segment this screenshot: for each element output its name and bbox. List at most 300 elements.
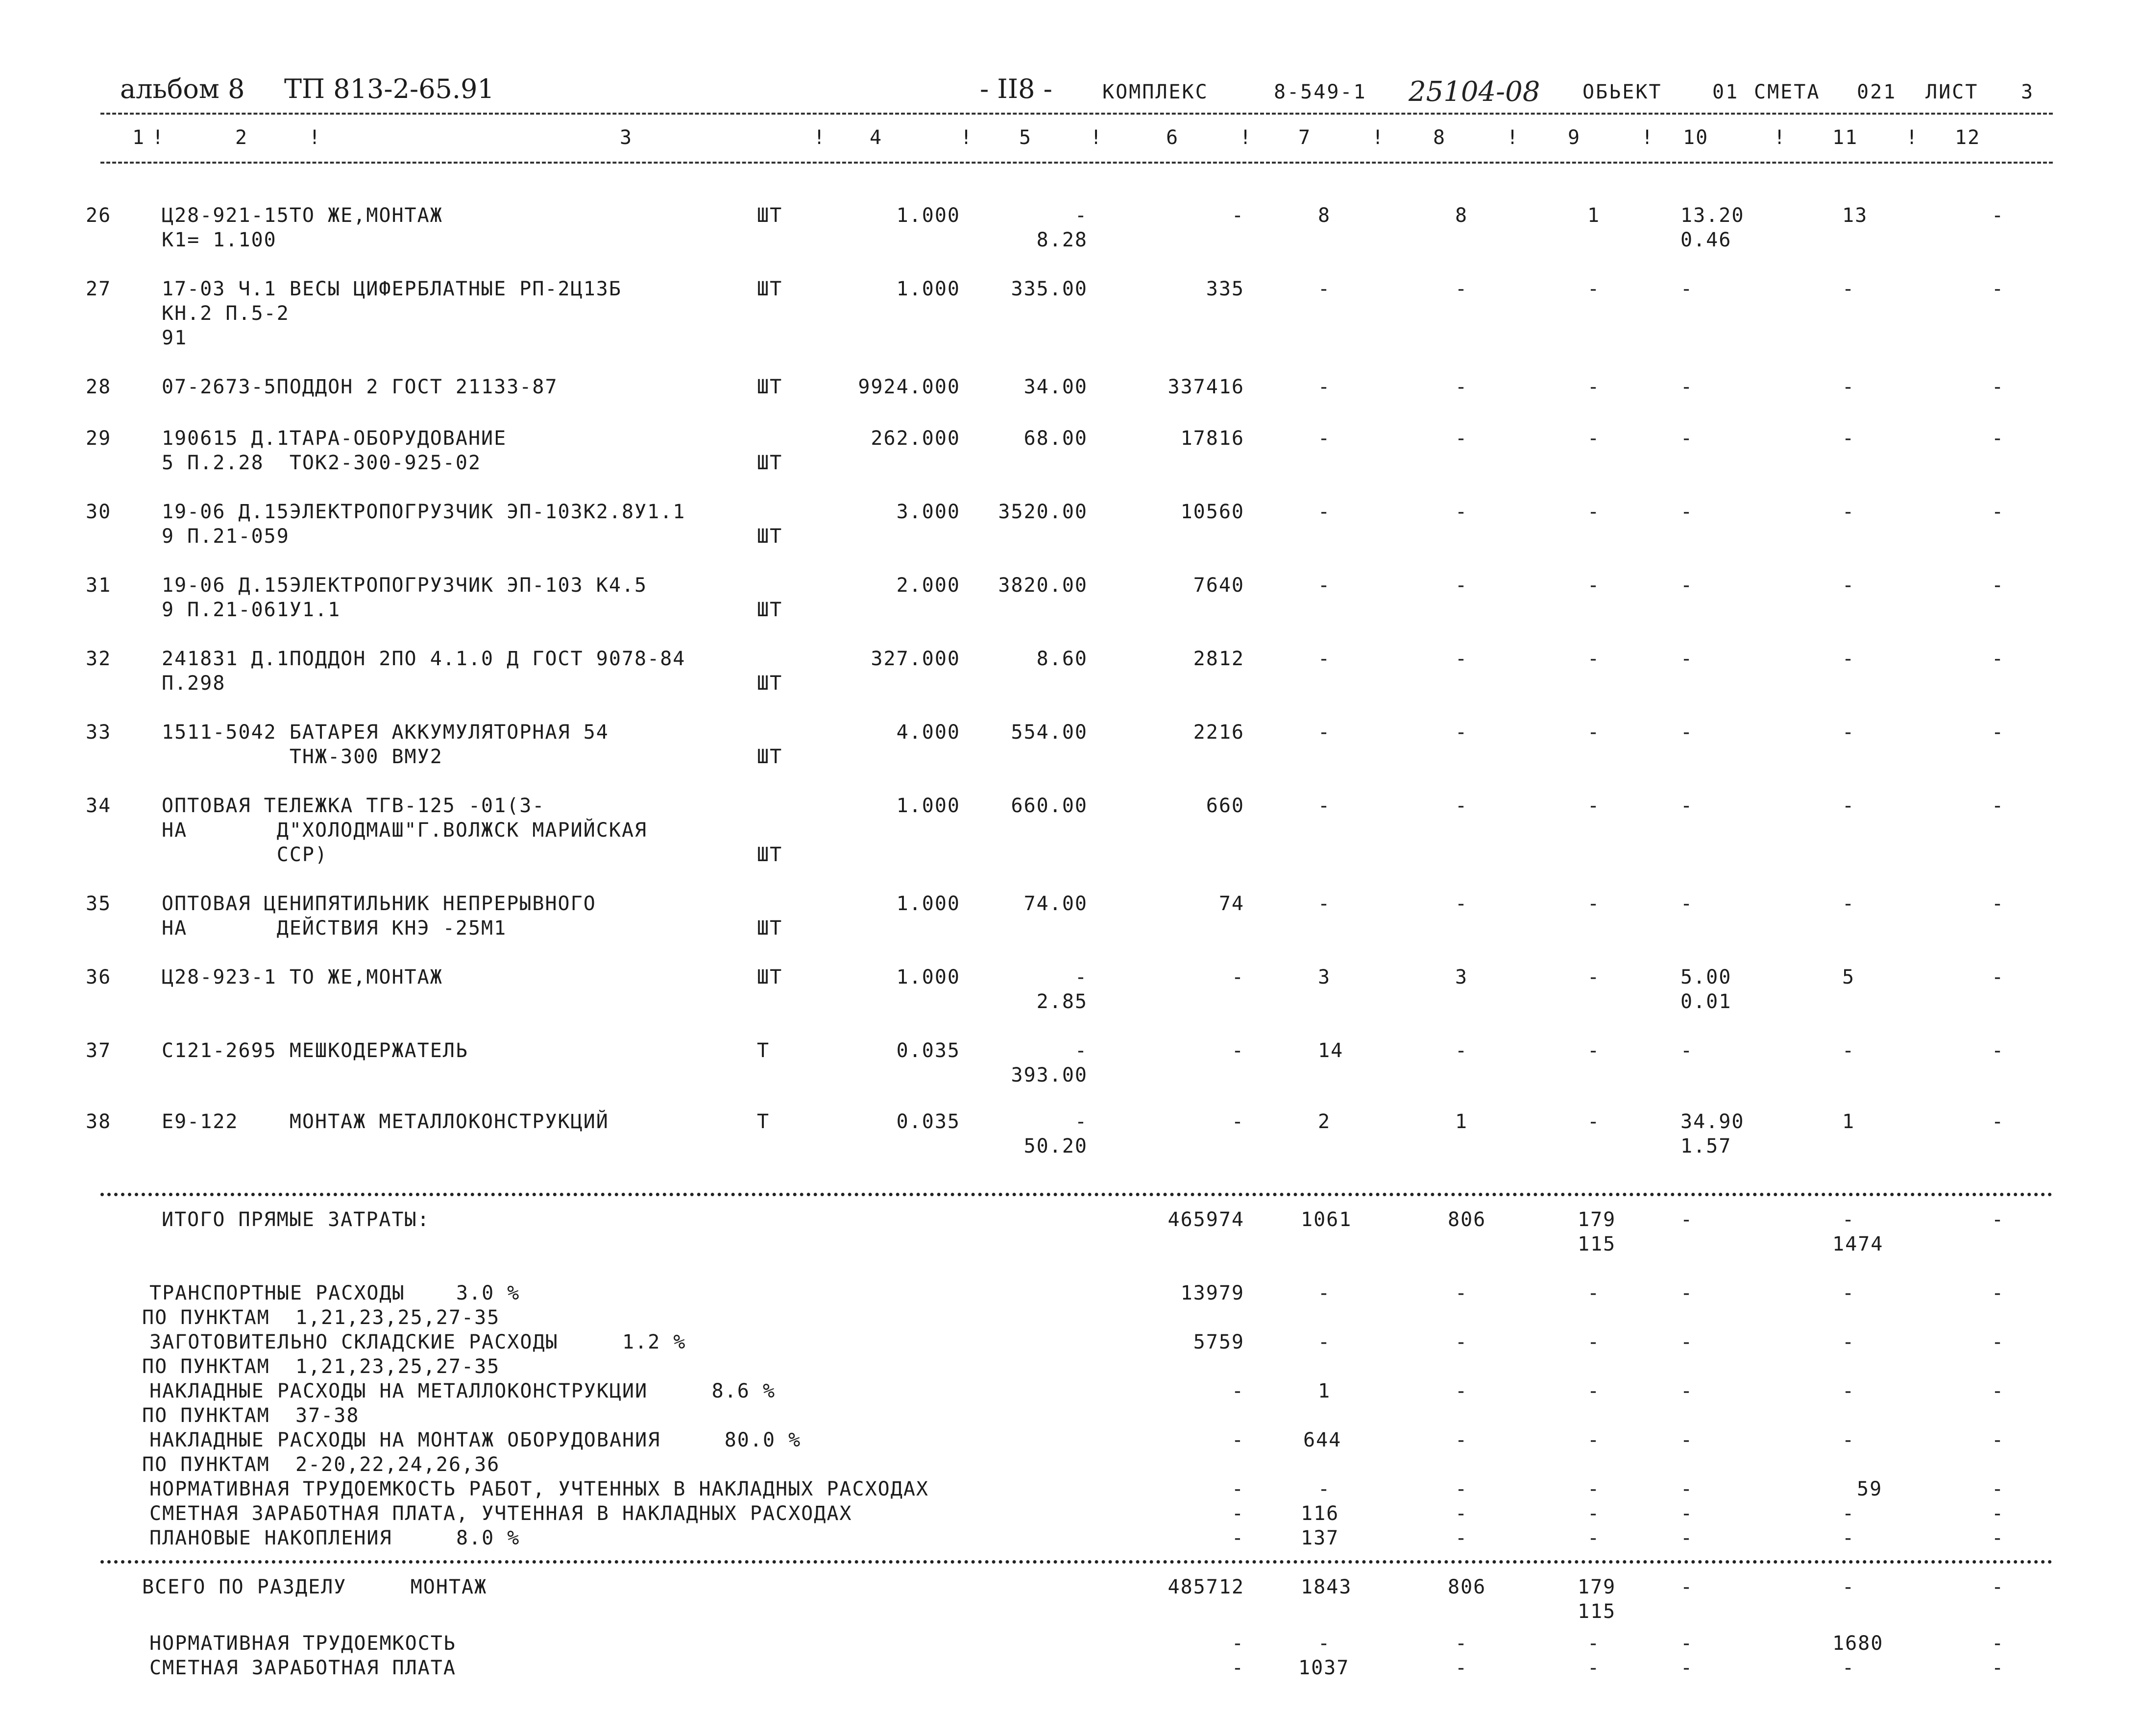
col-num: 2 <box>235 126 248 149</box>
row-unit: ШТ <box>757 452 783 474</box>
row-c11: - <box>1842 376 1855 398</box>
zp-c8: - <box>1455 1657 1468 1679</box>
summary-c6: - <box>1231 1380 1244 1402</box>
summary-extra-c9: - <box>1587 1478 1601 1500</box>
summary-extra-c12: - <box>1992 1527 2005 1549</box>
zp-c9: - <box>1587 1657 1601 1679</box>
table-row <box>0 500 2141 568</box>
row-c8: - <box>1455 501 1468 523</box>
norm-c7: - <box>1318 1632 1331 1655</box>
row-code: 190615 Д.1ТАРА-ОБОРУДОВАНИЕ <box>162 427 507 450</box>
row-c12: - <box>1992 427 2005 450</box>
row-total: 74 <box>1218 892 1244 915</box>
col-num: 8 <box>1433 126 1446 149</box>
row-code-line2: 5 П.2.28 ТОК2-300-925-02 <box>162 452 482 474</box>
row-c8: - <box>1455 795 1468 817</box>
row-c8: - <box>1455 892 1468 915</box>
row-price: 660.00 <box>1011 795 1088 817</box>
row-price: 554.00 <box>1011 721 1088 744</box>
row-c9: - <box>1587 376 1601 398</box>
row-c7: - <box>1318 892 1331 915</box>
row-c10: 34.90 <box>1680 1110 1745 1133</box>
row-c10: 5.00 <box>1680 966 1732 989</box>
row-unit: ШТ <box>757 966 783 989</box>
row-c8: - <box>1455 721 1468 744</box>
row-c8: - <box>1455 376 1468 398</box>
row-c11: - <box>1842 427 1855 450</box>
summary-c7: 1 <box>1318 1380 1331 1402</box>
row-price: 3520.00 <box>998 501 1088 523</box>
row-unit: ШТ <box>757 278 783 300</box>
row-code-line2: КН.2 П.5-2 <box>162 302 290 325</box>
row-price-work: 50.20 <box>1023 1135 1088 1157</box>
summary-extra-label: СМЕТНАЯ ЗАРАБОТНАЯ ПЛАТА, УЧТЕННАЯ В НАКЛАДНЫХ РАСХОДАХ <box>149 1502 852 1525</box>
row-c11: - <box>1842 892 1855 915</box>
summary-c7: - <box>1318 1331 1331 1353</box>
row-c10: 13.20 <box>1680 204 1745 227</box>
row-qty: 1.000 <box>896 892 960 915</box>
row-code: 241831 Д.1ПОДДОН 2ПО 4.1.0 Д ГОСТ 9078-84 <box>162 648 686 670</box>
itogo-c9: 179 <box>1578 1208 1616 1231</box>
row-c10: - <box>1680 501 1694 523</box>
row-unit: ШТ <box>757 204 783 227</box>
table-row <box>0 720 2141 789</box>
row-total: 7640 <box>1193 574 1244 597</box>
summary-extra-c10: - <box>1680 1502 1694 1525</box>
summary-extra-c7: - <box>1318 1478 1331 1500</box>
row-number: 37 <box>86 1039 112 1062</box>
row-c12: - <box>1992 278 2005 300</box>
sheet-label: ЛИСТ <box>1925 81 1979 103</box>
summary-points: ПО ПУНКТАМ 1,21,23,25,27-35 <box>142 1306 500 1329</box>
row-qty: 4.000 <box>896 721 960 744</box>
summary-c9: - <box>1587 1380 1601 1402</box>
row-c9: 1 <box>1587 204 1601 227</box>
row-qty: 9924.000 <box>858 376 960 398</box>
row-c12: - <box>1992 1039 2005 1062</box>
col-num: 6 <box>1166 126 1179 149</box>
summary-extra-c7: 116 <box>1301 1502 1339 1525</box>
row-c9: - <box>1587 278 1601 300</box>
summary-extra-c7: 137 <box>1301 1527 1339 1549</box>
row-c8: - <box>1455 648 1468 670</box>
estimate-number: 021 <box>1857 81 1897 103</box>
summary-extra-c6: - <box>1231 1527 1244 1549</box>
row-code: Ц28-921-15ТО ЖЕ,МОНТАЖ <box>162 204 443 227</box>
itogo-label: ИТОГО ПРЯМЫЕ ЗАТРАТЫ: <box>162 1208 430 1231</box>
row-number: 30 <box>86 501 112 523</box>
summary-extra-c6: - <box>1231 1502 1244 1525</box>
row-code-line2: ТНЖ-300 ВМУ2 <box>162 746 443 768</box>
summary-points: ПО ПУНКТАМ 37-38 <box>142 1404 360 1427</box>
row-c9: - <box>1587 721 1601 744</box>
row-qty: 0.035 <box>896 1039 960 1062</box>
row-number: 36 <box>86 966 112 989</box>
row-code-line3: 91 <box>162 327 188 349</box>
summary-label: НАКЛАДНЫЕ РАСХОДЫ НА МЕТАЛЛОКОНСТРУКЦИИ 8.6 % <box>149 1380 776 1402</box>
row-c10: - <box>1680 721 1694 744</box>
summary-c10: - <box>1680 1282 1694 1304</box>
row-c12: - <box>1992 574 2005 597</box>
row-total: - <box>1231 1110 1244 1133</box>
row-c9: - <box>1587 966 1601 989</box>
row-c9: - <box>1587 892 1601 915</box>
row-number: 38 <box>86 1110 112 1133</box>
row-price-work: 8.28 <box>1036 229 1088 251</box>
row-c10b: 0.01 <box>1680 990 1732 1013</box>
summary-c10: - <box>1680 1331 1694 1353</box>
row-unit: Т <box>757 1110 770 1133</box>
col-num: 9 <box>1568 126 1581 149</box>
summary-extra-c11: 59 <box>1857 1478 1883 1500</box>
summary-extra-c8: - <box>1455 1502 1468 1525</box>
row-c9: - <box>1587 1039 1601 1062</box>
row-qty: 1.000 <box>896 966 960 989</box>
row-c12: - <box>1992 795 2005 817</box>
zp-c6: - <box>1231 1657 1244 1679</box>
row-total: 660 <box>1206 795 1244 817</box>
row-c8: - <box>1455 278 1468 300</box>
itogo-c11: - <box>1842 1208 1855 1231</box>
summary-c6: 13979 <box>1180 1282 1244 1304</box>
handwritten-number: 25104-08 <box>1409 76 1540 108</box>
row-c12: - <box>1992 648 2005 670</box>
row-c10: - <box>1680 795 1694 817</box>
summary-points: ПО ПУНКТАМ 1,21,23,25,27-35 <box>142 1355 500 1378</box>
row-c7: - <box>1318 795 1331 817</box>
row-number: 32 <box>86 648 112 670</box>
row-price-work: 393.00 <box>1011 1064 1088 1086</box>
row-qty: 262.000 <box>871 427 960 450</box>
norm-c9: - <box>1587 1632 1601 1655</box>
itogo-c11b: 1474 <box>1832 1233 1884 1255</box>
summary-c11: - <box>1842 1282 1855 1304</box>
row-c7: - <box>1318 501 1331 523</box>
row-unit: ШТ <box>757 746 783 768</box>
row-c8: - <box>1455 427 1468 450</box>
row-code: ОПТОВАЯ ТЕЛЕЖКА ТГВ-125 -01(З- <box>162 795 545 817</box>
col-num: 12 <box>1955 126 1981 149</box>
itogo-c9b: 115 <box>1578 1233 1616 1255</box>
summary-c12: - <box>1992 1331 2005 1353</box>
dotted-separator <box>100 1193 2053 1196</box>
row-c12: - <box>1992 966 2005 989</box>
row-code: 1511-5042 БАТАРЕЯ АККУМУЛЯТОРНАЯ 54 <box>162 721 609 744</box>
row-qty: 327.000 <box>871 648 960 670</box>
row-number: 28 <box>86 376 112 398</box>
row-total: 2812 <box>1193 648 1244 670</box>
vsego-c7: 1843 <box>1301 1576 1352 1598</box>
summary-extra-c8: - <box>1455 1527 1468 1549</box>
row-c9: - <box>1587 648 1601 670</box>
row-c11: - <box>1842 721 1855 744</box>
summary-c6: 5759 <box>1193 1331 1244 1353</box>
summary-c10: - <box>1680 1380 1694 1402</box>
row-qty: 2.000 <box>896 574 960 597</box>
row-qty: 1.000 <box>896 204 960 227</box>
row-code-line2: 9 П.21-059 <box>162 525 290 548</box>
row-price: 68.00 <box>1023 427 1088 450</box>
row-total: 337416 <box>1168 376 1244 398</box>
row-c11: - <box>1842 1039 1855 1062</box>
row-c9: - <box>1587 1110 1601 1133</box>
header-rule-top <box>100 113 2053 115</box>
col-num: 10 <box>1683 126 1709 149</box>
row-c10: - <box>1680 892 1694 915</box>
row-c7: - <box>1318 427 1331 450</box>
itogo-c6: 465974 <box>1168 1208 1244 1231</box>
itogo-c7: 1061 <box>1301 1208 1352 1231</box>
row-code: 17-03 Ч.1 ВЕСЫ ЦИФЕРБЛАТНЫЕ РП-2Ц13Б <box>162 278 622 300</box>
row-c8: - <box>1455 1039 1468 1062</box>
row-total: - <box>1231 1039 1244 1062</box>
dotted-separator <box>100 1560 2053 1564</box>
row-code: 19-06 Д.15ЭЛЕКТРОПОГРУЗЧИК ЭП-103 К4.5 <box>162 574 648 597</box>
row-c7: 2 <box>1318 1110 1331 1133</box>
row-c7: 14 <box>1318 1039 1344 1062</box>
page-number: - II8 - <box>980 73 1052 104</box>
row-c7: 8 <box>1318 204 1331 227</box>
row-price: 3820.00 <box>998 574 1088 597</box>
row-c7: - <box>1318 278 1331 300</box>
sheet-number: 3 <box>2021 81 2035 103</box>
row-code: Ц28-923-1 ТО ЖЕ,МОНТАЖ <box>162 966 443 989</box>
summary-extra-c12: - <box>1992 1478 2005 1500</box>
zp-c12: - <box>1992 1657 2005 1679</box>
row-c9: - <box>1587 427 1601 450</box>
row-c11: - <box>1842 501 1855 523</box>
row-code-line2: НА Д"ХОЛОДМАШ"Г.ВОЛЖСК МАРИЙСКАЯ <box>162 819 648 842</box>
row-c10: - <box>1680 574 1694 597</box>
row-qty: 1.000 <box>896 795 960 817</box>
row-price: 34.00 <box>1023 376 1088 398</box>
row-price: - <box>1074 966 1088 989</box>
row-c11: 1 <box>1842 1110 1855 1133</box>
summary-extra-c8: - <box>1455 1478 1468 1500</box>
row-c7: - <box>1318 574 1331 597</box>
row-price: 335.00 <box>1011 278 1088 300</box>
norm-label: НОРМАТИВНАЯ ТРУДОЕМКОСТЬ <box>149 1632 456 1655</box>
summary-extra-label: ПЛАНОВЫЕ НАКОПЛЕНИЯ 8.0 % <box>149 1527 520 1549</box>
row-c8: 8 <box>1455 204 1468 227</box>
row-c9: - <box>1587 795 1601 817</box>
summary-c8: - <box>1455 1331 1468 1353</box>
norm-c8: - <box>1455 1632 1468 1655</box>
summary-c12: - <box>1992 1429 2005 1451</box>
row-c12: - <box>1992 892 2005 915</box>
summary-c10: - <box>1680 1429 1694 1451</box>
table-row <box>0 965 2141 1034</box>
row-code-line2: 9 П.21-061У1.1 <box>162 599 341 621</box>
row-total: - <box>1231 966 1244 989</box>
row-qty: 0.035 <box>896 1110 960 1133</box>
summary-c6: - <box>1231 1429 1244 1451</box>
vsego-c6: 485712 <box>1168 1576 1244 1598</box>
row-c8: 1 <box>1455 1110 1468 1133</box>
row-c7: - <box>1318 376 1331 398</box>
col-num: 7 <box>1298 126 1312 149</box>
vsego-c9b: 115 <box>1578 1600 1616 1623</box>
summary-label: ЗАГОТОВИТЕЛЬНО СКЛАДСКИЕ РАСХОДЫ 1.2 % <box>149 1331 686 1353</box>
summary-extra-c6: - <box>1231 1478 1244 1500</box>
row-c12: - <box>1992 721 2005 744</box>
row-unit: ШТ <box>757 844 783 866</box>
table-row <box>0 203 2141 272</box>
summary-c8: - <box>1455 1380 1468 1402</box>
table-row <box>0 573 2141 642</box>
summary-c7: - <box>1318 1282 1331 1304</box>
row-price: 8.60 <box>1036 648 1088 670</box>
estimate-label: СМЕТА <box>1754 81 1821 103</box>
summary-extra-c11: - <box>1842 1527 1855 1549</box>
summary-extra-label: НОРМАТИВНАЯ ТРУДОЕМКОСТЬ РАБОТ, УЧТЕННЫХ В НАКЛАДНЫХ РАСХОДАХ <box>149 1478 929 1500</box>
vsego-c12: - <box>1992 1576 2005 1598</box>
table-row <box>0 892 2141 960</box>
row-code-line2: П.298 <box>162 672 226 695</box>
row-c11: - <box>1842 278 1855 300</box>
row-qty: 1.000 <box>896 278 960 300</box>
row-code: ОПТОВАЯ ЦЕНИПЯТИЛЬНИК НЕПРЕРЫВНОГО <box>162 892 596 915</box>
summary-points: ПО ПУНКТАМ 2-20,22,24,26,36 <box>142 1453 500 1476</box>
summary-extra-c10: - <box>1680 1478 1694 1500</box>
row-c10b: 1.57 <box>1680 1135 1732 1157</box>
row-c10: - <box>1680 1039 1694 1062</box>
norm-c6: - <box>1231 1632 1244 1655</box>
table-row <box>0 794 2141 866</box>
row-total: - <box>1231 204 1244 227</box>
row-number: 29 <box>86 427 112 450</box>
row-code: Е9-122 МОНТАЖ МЕТАЛЛОКОНСТРУКЦИЙ <box>162 1110 609 1133</box>
summary-extra-c11: - <box>1842 1502 1855 1525</box>
row-c9: - <box>1587 501 1601 523</box>
row-number: 27 <box>86 278 112 300</box>
row-code-line2: К1= 1.100 <box>162 229 277 251</box>
row-price: 74.00 <box>1023 892 1088 915</box>
summary-c11: - <box>1842 1380 1855 1402</box>
row-price: - <box>1074 1039 1088 1062</box>
row-c9: - <box>1587 574 1601 597</box>
row-c10: - <box>1680 278 1694 300</box>
row-c11: 13 <box>1842 204 1868 227</box>
col-num: 4 <box>870 126 883 149</box>
album-label: альбом 8 <box>120 73 245 104</box>
row-number: 31 <box>86 574 112 597</box>
row-c12: - <box>1992 1110 2005 1133</box>
zp-label: СМЕТНАЯ ЗАРАБОТНАЯ ПЛАТА <box>149 1657 456 1679</box>
norm-c11: 1680 <box>1832 1632 1884 1655</box>
summary-extra-c9: - <box>1587 1502 1601 1525</box>
table-row <box>0 1038 2141 1107</box>
summary-c12: - <box>1992 1282 2005 1304</box>
row-price: - <box>1074 204 1088 227</box>
table-row <box>0 1109 2141 1178</box>
row-unit: ШТ <box>757 525 783 548</box>
row-unit: ШТ <box>757 672 783 695</box>
row-c8: - <box>1455 574 1468 597</box>
row-code: С121-2695 МЕШКОДЕРЖАТЕЛЬ <box>162 1039 468 1062</box>
row-number: 33 <box>86 721 112 744</box>
row-c11: 5 <box>1842 966 1855 989</box>
col-num: 11 <box>1832 126 1858 149</box>
summary-c11: - <box>1842 1331 1855 1353</box>
row-total: 17816 <box>1180 427 1244 450</box>
table-row <box>0 426 2141 495</box>
row-qty: 3.000 <box>896 501 960 523</box>
row-c10b: 0.46 <box>1680 229 1732 251</box>
row-number: 35 <box>86 892 112 915</box>
row-total: 335 <box>1206 278 1244 300</box>
row-unit: ШТ <box>757 917 783 940</box>
summary-c9: - <box>1587 1331 1601 1353</box>
row-c12: - <box>1992 376 2005 398</box>
norm-c10: - <box>1680 1632 1694 1655</box>
summary-c9: - <box>1587 1282 1601 1304</box>
itogo-c12: - <box>1992 1208 2005 1231</box>
row-c12: - <box>1992 204 2005 227</box>
vsego-c11: - <box>1842 1576 1855 1598</box>
summary-extra-c12: - <box>1992 1502 2005 1525</box>
row-number: 26 <box>86 204 112 227</box>
row-number: 34 <box>86 795 112 817</box>
summary-c11: - <box>1842 1429 1855 1451</box>
row-unit: Т <box>757 1039 770 1062</box>
summary-c12: - <box>1992 1380 2005 1402</box>
row-unit: ШТ <box>757 599 783 621</box>
summary-c7: 644 <box>1303 1429 1342 1451</box>
complex-label: КОМПЛЕКС <box>1102 81 1209 103</box>
row-code-line2: НА ДЕЙСТВИЯ КНЭ -25М1 <box>162 917 507 940</box>
row-code-line3: ССР) <box>162 844 328 866</box>
vsego-c8: 806 <box>1448 1576 1486 1598</box>
summary-c8: - <box>1455 1429 1468 1451</box>
row-c10: - <box>1680 427 1694 450</box>
object-number: 01 <box>1712 81 1739 103</box>
summary-extra-c10: - <box>1680 1527 1694 1549</box>
row-c7: - <box>1318 648 1331 670</box>
row-total: 10560 <box>1180 501 1244 523</box>
vsego-c9: 179 <box>1578 1576 1616 1598</box>
col-num: 3 <box>620 126 633 149</box>
row-total: 2216 <box>1193 721 1244 744</box>
row-c8: 3 <box>1455 966 1468 989</box>
row-c11: - <box>1842 648 1855 670</box>
table-row <box>0 647 2141 715</box>
itogo-c10: - <box>1680 1208 1694 1231</box>
summary-c9: - <box>1587 1429 1601 1451</box>
row-price-work: 2.85 <box>1036 990 1088 1013</box>
row-c11: - <box>1842 795 1855 817</box>
zp-c11: - <box>1842 1657 1855 1679</box>
header-rule-bottom <box>100 162 2053 164</box>
object-label: ОБЬЕКТ <box>1582 81 1662 103</box>
row-c12: - <box>1992 501 2005 523</box>
itogo-c8: 806 <box>1448 1208 1486 1231</box>
vsego-c10: - <box>1680 1576 1694 1598</box>
row-code: 07-2673-5ПОДДОН 2 ГОСТ 21133-87 <box>162 376 558 398</box>
row-code: 19-06 Д.15ЭЛЕКТРОПОГРУЗЧИК ЭП-103К2.8У1.1 <box>162 501 686 523</box>
row-price: - <box>1074 1110 1088 1133</box>
norm-c12: - <box>1992 1632 2005 1655</box>
zp-c10: - <box>1680 1657 1694 1679</box>
row-c10: - <box>1680 648 1694 670</box>
col-num: 1 <box>132 126 146 149</box>
vsego-label: ВСЕГО ПО РАЗДЕЛУ МОНТАЖ <box>142 1576 487 1598</box>
summary-label: ТРАНСПОРТНЫЕ РАСХОДЫ 3.0 % <box>149 1282 520 1304</box>
zp-c7: 1037 <box>1298 1657 1350 1679</box>
row-unit: ШТ <box>757 376 783 398</box>
tp-code: ТП 813-2-65.91 <box>284 73 494 104</box>
summary-label: НАКЛАДНЫЕ РАСХОДЫ НА МОНТАЖ ОБОРУДОВАНИЯ 80.0 % <box>149 1429 802 1451</box>
